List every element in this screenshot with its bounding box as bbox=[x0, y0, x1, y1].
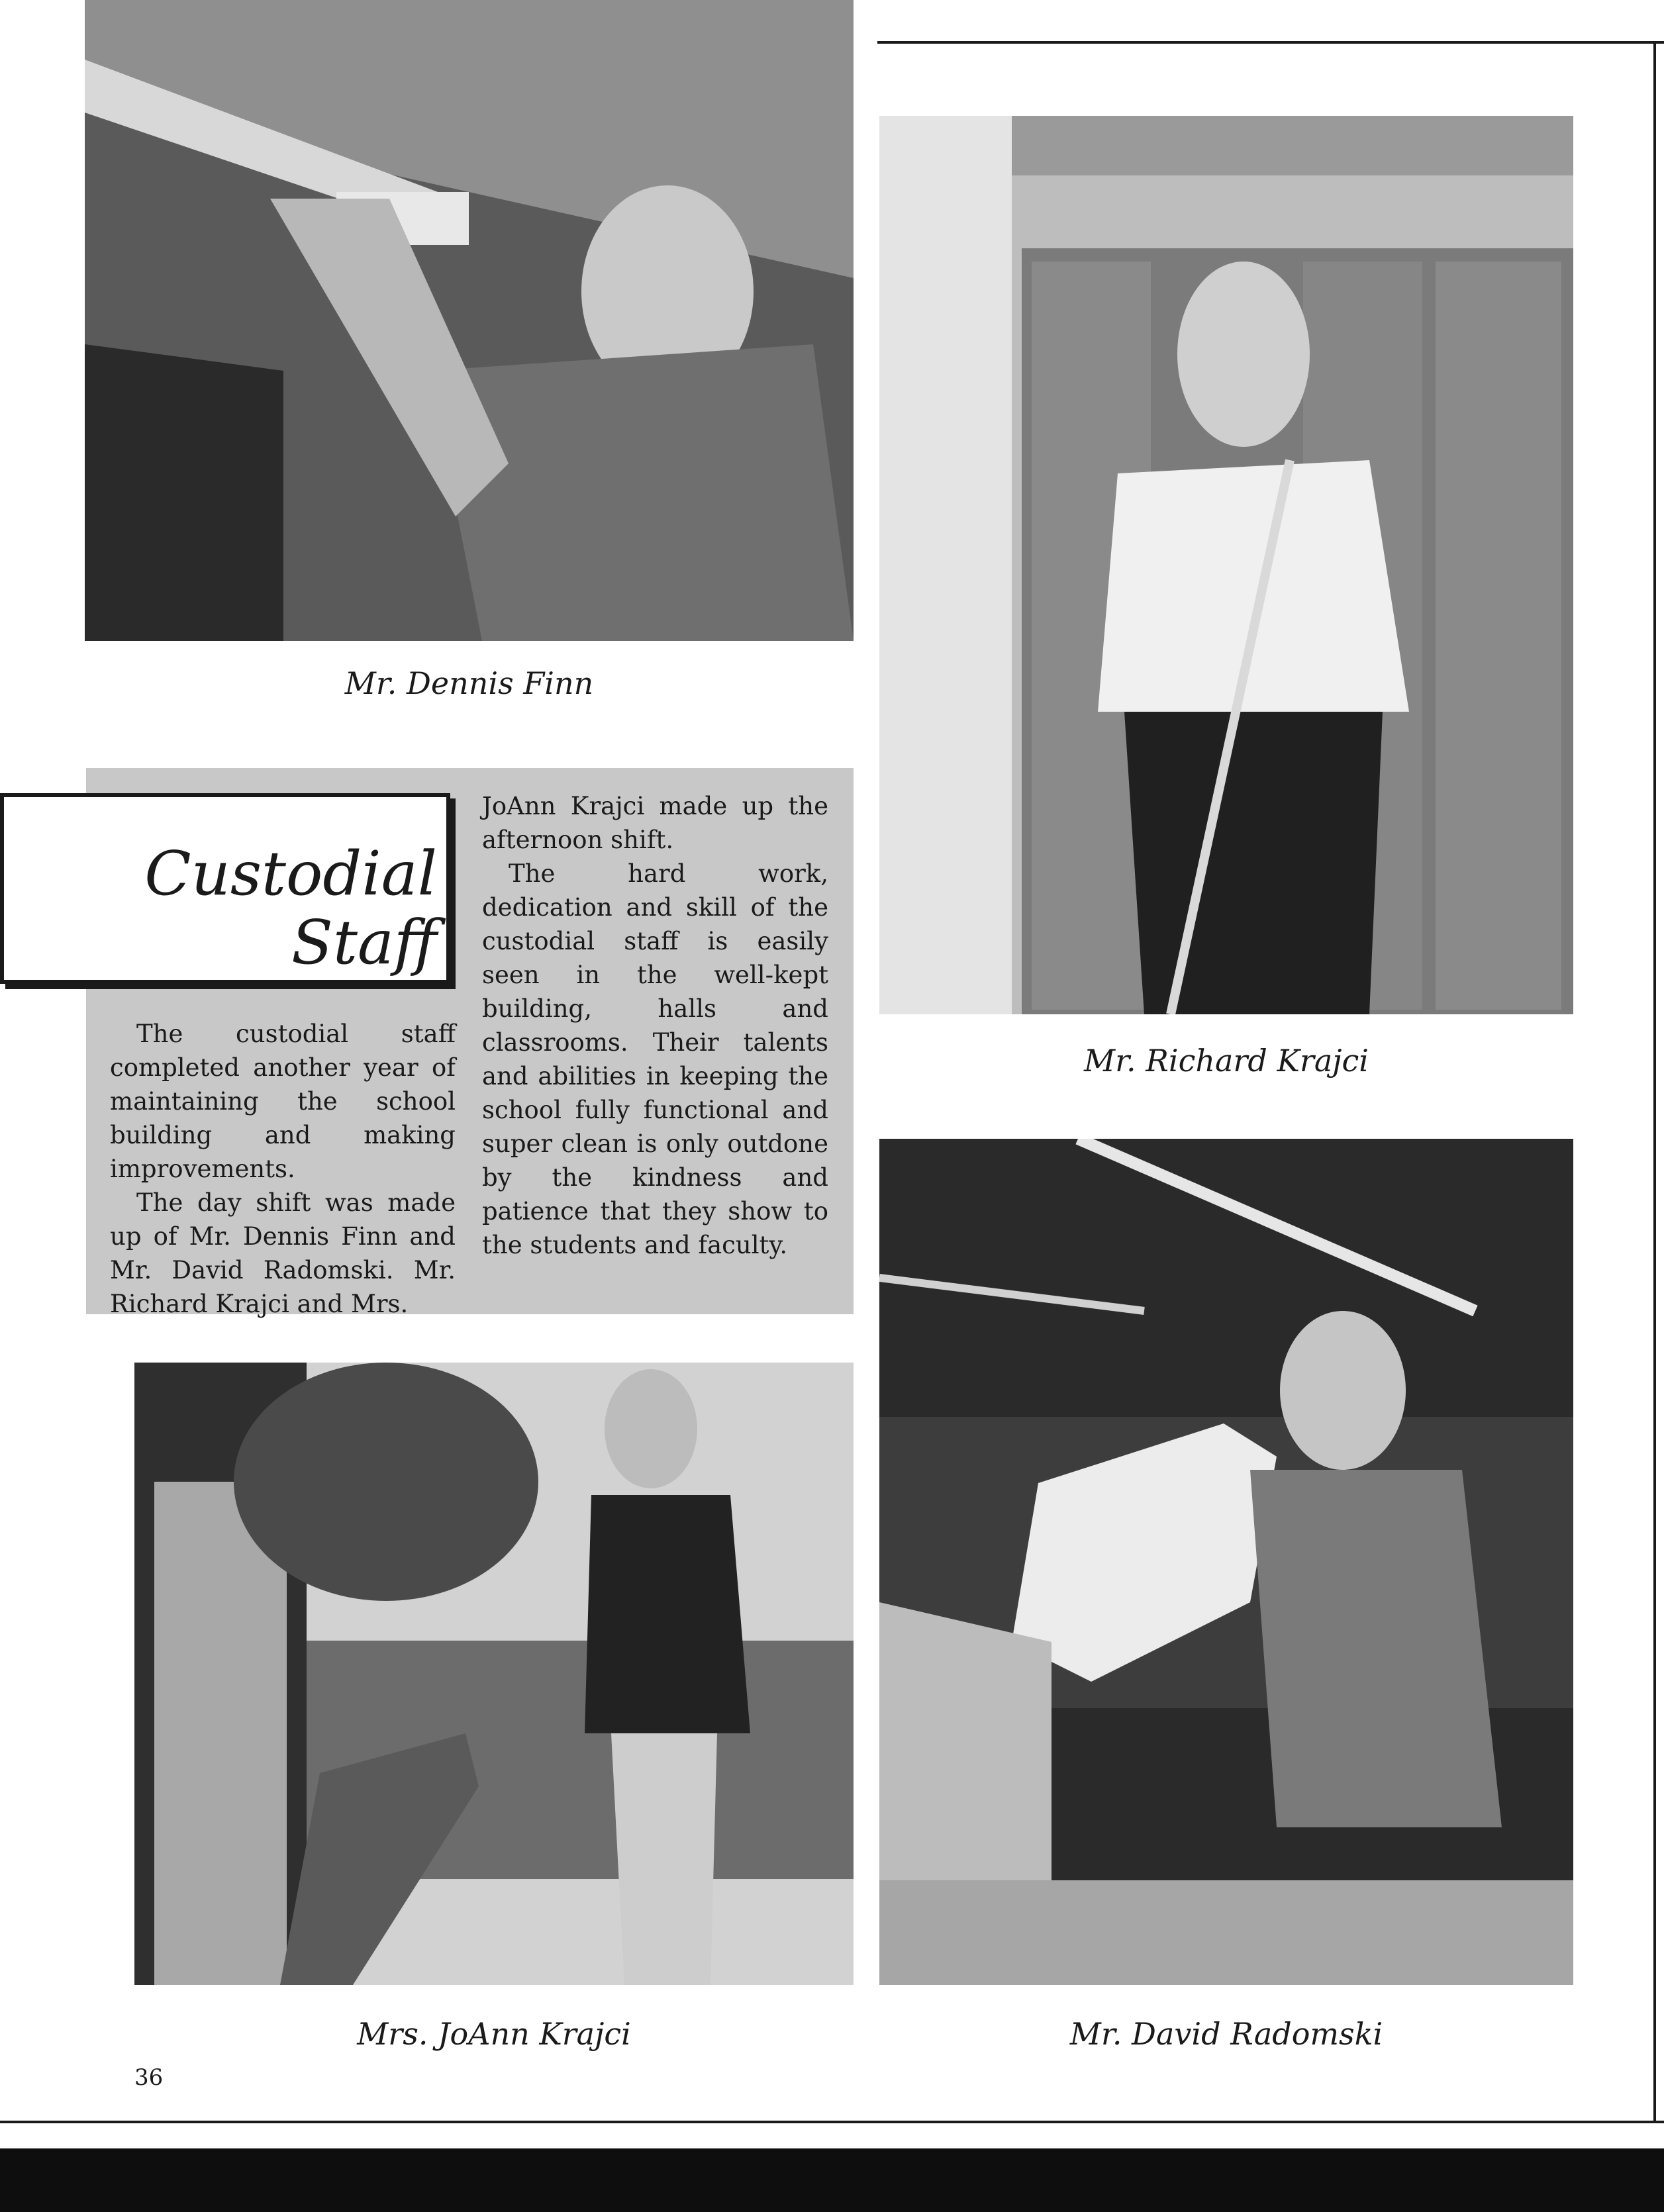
article-column-1 bbox=[110, 1017, 456, 1321]
caption-richard-krajci: Mr. Richard Krajci bbox=[1083, 1043, 1369, 1079]
top-right-rule bbox=[877, 41, 1664, 44]
article-paragraph: The custodial staff completed another year of maintaining the school building and making improvements. bbox=[110, 1020, 456, 1183]
section-title bbox=[0, 793, 450, 984]
photo-dennis-finn bbox=[85, 0, 854, 641]
article-paragraph: The hard work, dedication and skill of the custodial staff is easily seen in the well-kept building, halls and classrooms. Their talents and abilities in keeping the school fully functional and super clean is only outdone by the kindness and patience that they show to the students and faculty. bbox=[482, 859, 828, 1259]
caption-joann-krajci: Mrs. JoAnn Krajci bbox=[357, 2016, 631, 2052]
title-line-1: Custodial bbox=[144, 838, 437, 909]
caption-dennis-finn: Mr. Dennis Finn bbox=[344, 665, 594, 701]
photo-joann-krajci bbox=[134, 1363, 854, 1985]
article-paragraph: JoAnn Krajci made up the afternoon shift. bbox=[482, 792, 828, 854]
photo-richard-krajci bbox=[879, 116, 1573, 1014]
article-paragraph: The day shift was made up of Mr. Dennis Finn and Mr. David Radomski. Mr. Richard Krajci and Mrs. bbox=[110, 1188, 456, 1318]
photo-david-radomski bbox=[879, 1139, 1573, 1985]
right-edge-rule bbox=[1653, 41, 1656, 2121]
scan-bottom-edge bbox=[0, 2148, 1664, 2212]
article-column-2 bbox=[482, 789, 828, 1262]
caption-david-radomski: Mr. David Radomski bbox=[1069, 2016, 1383, 2052]
title-line-2: Staff bbox=[291, 907, 437, 978]
page-number: 36 bbox=[134, 2064, 164, 2091]
bottom-rule bbox=[0, 2121, 1664, 2123]
